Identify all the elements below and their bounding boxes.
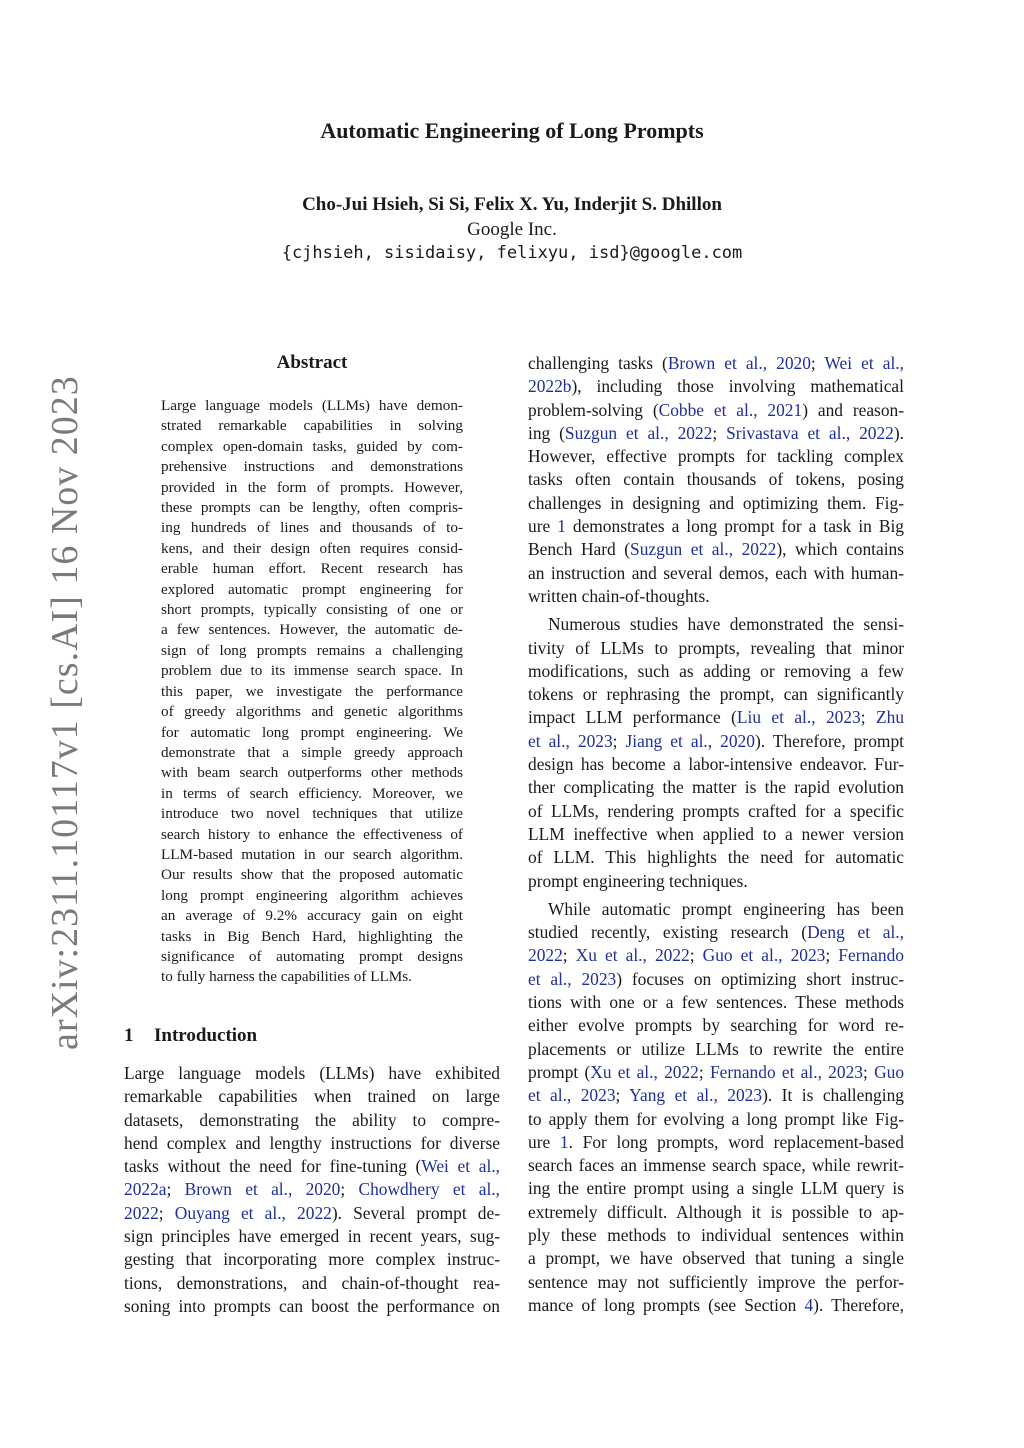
body-text: However, effective prompts for tackling complex [528,446,904,467]
body-text: ; [860,707,876,728]
body-line [528,1271,904,1294]
abstract-line: complex open-domain tasks, guided by com- [161,437,463,455]
abstract-line: in terms of search efficiency. Moreover, we [161,784,463,802]
citation-link[interactable]: Jiang et al., 2020 [625,730,755,751]
body-text: ; [166,1179,185,1200]
citation-link[interactable]: 1 [559,1131,569,1152]
body-text: While automatic prompt engineering has been [548,898,904,919]
body-text: ure [528,516,558,537]
body-line [124,1248,500,1271]
citation-link[interactable]: Xu et al., 2022 [575,945,690,966]
body-text: prompt ( [528,1061,591,1082]
citation-link[interactable]: Brown et al., 2020 [184,1179,341,1200]
body-line [124,1272,500,1295]
citation-link[interactable]: Deng et al., [807,922,904,943]
body-line [528,585,904,608]
body-line [124,1155,500,1178]
citation-link[interactable]: et al., 2023 [528,968,617,989]
abstract-line: an average of 9.2% accuracy gain on eight [161,907,463,925]
body-line [124,1132,500,1155]
body-line [528,706,904,729]
body-text: ; [862,1061,875,1082]
body-text: challenges in designing and optimizing them. Fig- [528,492,904,513]
citation-link[interactable]: 1 [557,516,566,537]
body-text: ). Several prompt de- [331,1202,500,1223]
citation-link[interactable]: 2022 [528,945,563,966]
abstract-line: introduce two novel techniques that utilize [161,805,463,823]
body-line [528,800,904,823]
body-line [528,921,904,944]
body-text: either evolve prompts by searching for word re- [528,1015,904,1036]
citation-link[interactable]: 2022a [124,1179,167,1200]
body-text: search faces an immense search space, while rewrit- [528,1155,904,1176]
abstract-line: these prompts can be lengthy, often compris- [161,499,463,517]
body-text: ) and reason- [802,399,905,420]
abstract-line: significance of automating prompt designs [161,947,463,965]
body-text: prompt engineering techniques. [528,870,748,891]
citation-link[interactable]: 2022b [528,376,572,397]
body-line [528,422,904,445]
section-number: 1 [124,1025,134,1046]
section-title: Introduction [154,1025,258,1046]
body-text: ; [712,422,727,443]
body-text: . For long prompts, word replacement-based [568,1131,905,1152]
body-line [124,1295,500,1318]
body-text: extremely difficult. Although it is possible to ap- [528,1201,904,1222]
body-text: studied recently, existing research ( [528,922,808,943]
body-text: Bench Hard ( [528,539,631,560]
body-text: LLM ineffective when applied to a newer version [528,823,904,844]
body-text: ; [340,1179,359,1200]
body-text: placements or utilize LLMs to rewrite the entire [528,1038,904,1059]
section-heading-introduction [124,1025,257,1047]
body-text: ). Therefore, prompt [754,730,904,751]
abstract-line: short prompts, typically consisting of one or [161,601,463,619]
body-text: ), including those involving mathematical [571,376,904,397]
citation-link[interactable]: Xu et al., 2022 [590,1061,699,1082]
body-text: tivity of LLMs to prompts, revealing that minor [528,637,904,658]
body-line [528,944,904,967]
body-text: datasets, demonstrating the ability to compre- [124,1109,500,1130]
body-line [528,660,904,683]
body-text: impact LLM performance ( [528,707,737,728]
citation-link[interactable]: Liu et al., 2023 [736,707,861,728]
body-line [528,399,904,422]
citation-link[interactable]: Fernando et al., 2023 [709,1061,863,1082]
body-text: to apply them for evolving a long prompt like Fig- [528,1108,904,1129]
citation-link[interactable]: 2022 [124,1202,159,1223]
body-text: ure [528,1131,560,1152]
body-line [528,538,904,561]
body-line [124,1225,500,1248]
body-text: ; [612,730,626,751]
left-column-text [124,1062,500,1318]
body-line [528,375,904,398]
body-line [528,991,904,1014]
abstract-line: tasks in Big Bench Hard, highlighting the [161,927,463,945]
body-line [528,515,904,538]
body-text: sentence may not sufficiently improve the perfor- [528,1271,904,1292]
abstract-body [161,396,463,988]
abstract-line: erable human effort. Recent research has [161,560,463,578]
body-line [528,870,904,893]
body-text: modifications, such as adding or removing a few [528,660,904,681]
body-line [124,1062,500,1085]
body-line [528,1224,904,1247]
body-line [124,1085,500,1108]
abstract-line: Our results show that the proposed automatic [161,866,463,884]
body-text: ; [825,945,839,966]
citation-link[interactable]: Srivastava et al., 2022 [726,422,894,443]
citation-link[interactable]: Guo [874,1061,905,1082]
body-text: ), which contains [776,539,904,560]
body-line [528,613,904,636]
body-line [528,1131,904,1154]
body-text: soning into prompts can boost the performance on [124,1295,500,1316]
abstract-line: of greedy algorithms and genetic algorithms [161,703,463,721]
abstract-line: sign of long prompts remains a challenging [161,641,463,659]
citation-link[interactable]: 4 [804,1294,814,1315]
body-line [528,1294,904,1317]
body-line [528,352,904,375]
citation-link[interactable]: Chowdhery et al., [358,1179,500,1200]
body-line [124,1178,500,1201]
body-text: ther complicating the matter is the rapid evolution [528,777,904,798]
abstract-heading: Abstract [276,352,348,373]
affiliation: Google Inc. [467,219,557,240]
body-text: tasks without the need for fine-tuning ( [124,1156,422,1177]
body-text: tokens or rephrasing the prompt, can significantly [528,684,904,705]
abstract-line: problem due to its immense search space. In [161,662,463,680]
body-text: ing the entire prompt using a single LLM query is [528,1178,904,1199]
abstract-line: to fully harness the capabilities of LLMs. [161,968,412,986]
body-text: ; [689,945,703,966]
abstract-line: Large language models (LLMs) have demon- [161,397,463,414]
right-column-text [528,352,904,1317]
citation-link[interactable]: et al., 2023 [528,730,613,751]
body-text: Numerous studies have demonstrated the sensi- [548,614,904,635]
body-text: a prompt, we have observed that tuning a single [528,1248,904,1269]
body-text: ply these methods to individual sentences within [528,1224,904,1245]
citation-link[interactable]: Ouyang et al., 2022 [174,1202,332,1223]
abstract-line: strated remarkable capabilities in solving [161,417,463,435]
body-text: sign principles have emerged in recent years, sug- [124,1226,500,1247]
abstract-line: demonstrate that a simple greedy approach [161,743,463,761]
body-line [528,823,904,846]
body-text: ; [615,1085,630,1106]
body-line [528,1247,904,1270]
abstract-line: kens, and their design often requires consid- [161,539,463,557]
body-line [528,1084,904,1107]
body-line [528,468,904,491]
abstract-line: search history to enhance the effectiveness of [161,825,463,843]
citation-link[interactable]: Wei et al., [421,1156,500,1177]
citation-link[interactable]: Zhu [876,707,905,728]
body-text: ; [562,945,576,966]
body-text: tions with one or a few sentences. These methods [528,992,904,1013]
body-line [528,968,904,991]
citation-link[interactable]: Fernando [838,945,904,966]
abstract-line: ing hundreds of lines and thousands of to- [161,519,463,537]
body-text: remarkable capabilities when trained on large [124,1086,500,1107]
body-line [528,1014,904,1037]
citation-link[interactable]: Yang et al., 2023 [629,1085,763,1106]
body-text: ). Therefore, [813,1294,904,1315]
body-text: tions, demonstrations, and chain-of-thought rea- [124,1272,500,1293]
body-text: of LLM. This highlights the need for automatic [528,847,904,868]
abstract-line: this paper, we investigate the performance [161,682,463,700]
body-text: ; [698,1061,710,1082]
citation-link[interactable]: Suzgun et al., 2022 [564,422,713,443]
body-text: problem-solving ( [528,399,659,420]
body-text: of LLMs, rendering prompts crafted for a specific [528,800,904,821]
body-text: ; [810,353,825,373]
body-line [528,776,904,799]
body-text: mance of long prompts (see Section [528,1294,805,1315]
body-line [528,1108,904,1131]
body-text: tasks often contain thousands of tokens, posing [528,469,904,490]
abstract-line: long prompt engineering algorithm achieves [161,886,463,904]
body-text: Large language models (LLMs) have exhibited [124,1063,500,1083]
abstract-line: with beam search outperforms other methods [161,764,463,782]
body-line [528,683,904,706]
body-line [528,846,904,869]
body-line [528,562,904,585]
abstract-line: for automatic long prompt engineering. We [161,723,463,741]
body-text: ). It is challenging [762,1085,904,1106]
citation-link[interactable]: et al., 2023 [528,1085,616,1106]
body-text: hend complex and lengthy instructions for diverse [124,1132,500,1153]
abstract-line: LLM-based mutation in our search algorithm. [161,845,463,863]
body-line [528,1177,904,1200]
body-line [528,898,904,921]
body-line [528,445,904,468]
citation-link[interactable]: Wei et al., [824,353,904,373]
body-text: ing ( [528,422,565,443]
abstract-line: a few sentences. However, the automatic de- [161,621,463,639]
citation-link[interactable]: Suzgun et al., 2022 [630,539,777,560]
body-line [124,1109,500,1132]
arxiv-identifier: arXiv:2311.10117v1 [cs.AI] 16 Nov 2023 [44,375,86,1050]
body-text: ). [893,422,904,443]
body-text: demonstrates a long prompt for a task in Big [565,516,904,537]
body-line [528,753,904,776]
body-text: design has become a labor-intensive endeavor. Fur- [528,754,904,775]
body-text: challenging tasks ( [528,353,668,373]
citation-link[interactable]: Brown et al., 2020 [667,353,811,373]
body-line [528,1201,904,1224]
body-line [528,1154,904,1177]
body-line [124,1202,500,1225]
body-line [528,1038,904,1061]
body-text: ) focuses on optimizing short instruc- [616,968,904,989]
body-text: gesting that incorporating more complex instruc- [124,1249,500,1270]
body-text: ; [158,1202,175,1223]
citation-link[interactable]: Cobbe et al., 2021 [658,399,803,420]
author-emails: {cjhsieh, sisidaisy, felixyu, isd}@google.com [281,243,743,263]
body-line [528,730,904,753]
paper-title: Automatic Engineering of Long Prompts [320,118,704,143]
abstract-line: explored automatic prompt engineering for [161,580,463,598]
citation-link[interactable]: Guo et al., 2023 [702,945,826,966]
body-line [528,492,904,515]
abstract-line: provided in the form of prompts. However, [161,478,463,496]
body-text: an instruction and several demos, each with human- [528,562,904,583]
body-line [528,637,904,660]
abstract-line: prehensive instructions and demonstrations [161,458,463,476]
author-list: Cho-Jui Hsieh, Si Si, Felix X. Yu, Inderjit S. Dhillon [302,194,722,215]
body-text: written chain-of-thoughts. [528,585,710,606]
body-line [528,1061,904,1084]
